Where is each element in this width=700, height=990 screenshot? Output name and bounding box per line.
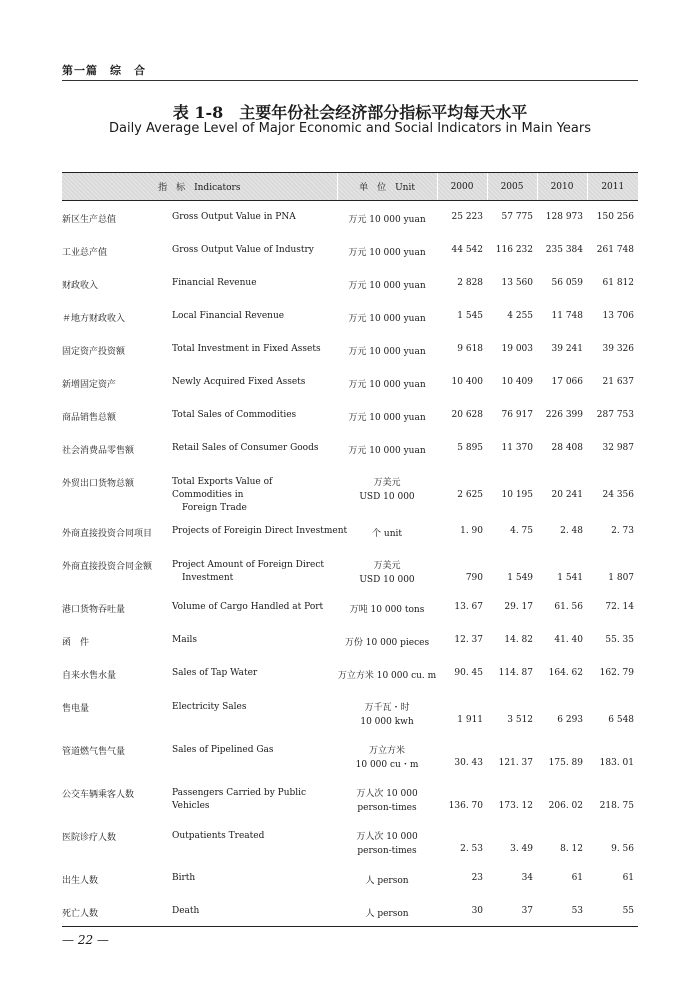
row-label-en: Sales of Tap Water (172, 667, 258, 678)
cell-value: 41. 40 (554, 634, 584, 645)
cell-value: 116 232 (495, 244, 534, 255)
row-label-en: Gross Output Value in PNA (172, 212, 296, 222)
cell-value: 39 326 (602, 343, 635, 354)
row-unit: 万吨 10 000 tons (349, 604, 425, 615)
table-row (62, 399, 638, 432)
row-unit: 人 person (365, 908, 409, 919)
row-label-en: Sales of Pipelined Gas (172, 744, 274, 755)
cell-value: 61 (622, 872, 635, 883)
cell-value: 19 003 (501, 343, 534, 354)
cell-value: 2 625 (457, 489, 484, 500)
cell-value: 206. 02 (548, 800, 584, 811)
table-row (62, 234, 638, 267)
header-year: 2011 (587, 173, 638, 201)
footer-rule (62, 926, 638, 927)
cell-value: 150 256 (596, 212, 635, 222)
cell-value: 2 828 (457, 277, 484, 288)
cell-value: 61 812 (602, 277, 635, 288)
row-unit-line: 万立方米 (369, 745, 406, 756)
row-label-en: Newly Acquired Fixed Assets (172, 376, 306, 387)
table-row (62, 624, 638, 657)
cell-value: 72. 14 (605, 601, 635, 612)
row-unit-line: 万美元 (373, 560, 401, 571)
row-label-en: Projects of Foreigin Direct Investment (172, 525, 348, 536)
cell-value: 13. 67 (454, 601, 484, 612)
cell-value: 6 293 (557, 714, 584, 725)
row-label-en: Retail Sales of Consumer Goods (172, 442, 319, 453)
row-label-cn: 新增固定资产 (62, 379, 117, 390)
cell-value: 10 409 (501, 376, 534, 387)
table-row (62, 300, 638, 333)
cell-value: 11 748 (551, 310, 584, 321)
row-unit-line: 万美元 (373, 477, 401, 488)
cell-value: 25 223 (451, 212, 484, 222)
row-unit-line: 万千瓦・时 (364, 702, 410, 713)
cell-value: 136. 70 (448, 800, 484, 811)
cell-value: 30. 43 (454, 757, 484, 768)
row-unit: 万元 10 000 yuan (348, 247, 426, 258)
row-label-cn: 死亡人数 (62, 908, 99, 919)
cell-value: 261 748 (596, 244, 635, 255)
row-label-cn: 港口货物吞吐量 (62, 604, 126, 615)
header-rule (62, 80, 638, 81)
cell-value: 114. 87 (498, 667, 534, 678)
table-header-row (62, 173, 638, 201)
header-unit: 单 位 Unit (337, 173, 437, 201)
row-label-cn: 外商直接投资合同金额 (62, 561, 153, 572)
row-label-cn: 自来水售水量 (62, 670, 117, 681)
row-label-en-line: Total Exports Value of Commodities in (172, 476, 273, 500)
cell-value: 218. 75 (599, 800, 635, 811)
row-unit: 人 person (365, 875, 409, 886)
cell-value: 175. 89 (548, 757, 584, 768)
header-year: 2000 (437, 173, 487, 201)
row-unit-line: USD 10 000 (359, 574, 415, 585)
row-unit: 万元 10 000 yuan (348, 346, 426, 357)
row-unit-line: 万人次 10 000 (356, 831, 418, 842)
cell-value: 121. 37 (498, 757, 534, 768)
row-label-en: Volume of Cargo Handled at Port (172, 601, 324, 612)
cell-value: 53 (571, 905, 584, 916)
indicators-table (62, 172, 638, 928)
row-label-en-line: Investment (182, 572, 234, 583)
row-unit: 万元 10 000 yuan (348, 215, 426, 225)
cell-value: 164. 62 (548, 667, 584, 678)
cell-value: 61. 56 (554, 601, 584, 612)
row-unit-line: 万人次 10 000 (356, 788, 418, 799)
row-label-cn: 工业总产值 (62, 247, 108, 258)
cell-value: 28 408 (551, 442, 584, 453)
cell-value: 2. 53 (460, 843, 484, 854)
row-unit (337, 548, 437, 591)
cell-value: 32 987 (602, 442, 635, 453)
row-label-cn: 财政收入 (62, 280, 99, 291)
cell-value: 23 (471, 872, 484, 883)
row-unit-line: 10 000 kwh (360, 716, 414, 727)
cell-value: 2. 73 (611, 525, 635, 536)
cell-value: 173. 12 (498, 800, 534, 811)
table-row (62, 548, 638, 591)
row-unit-line: USD 10 000 (359, 491, 415, 502)
cell-value: 287 753 (596, 409, 635, 420)
row-unit: 万元 10 000 yuan (348, 313, 426, 324)
cell-value: 5 895 (457, 442, 484, 453)
row-unit (337, 465, 437, 515)
cell-value: 790 (465, 572, 484, 583)
cell-value: 1 911 (457, 714, 484, 725)
row-label-en: Mails (172, 634, 197, 645)
cell-value: 6 548 (608, 714, 635, 725)
cell-value: 39 241 (551, 343, 584, 354)
row-label-cn: 外商直接投资合同项目 (62, 528, 153, 539)
cell-value: 24 356 (602, 489, 635, 500)
cell-value: 235 384 (545, 244, 584, 255)
row-label-cn: 固定资产投资额 (62, 346, 126, 357)
cell-value: 11 370 (501, 442, 534, 453)
cell-value: 34 (521, 872, 534, 883)
row-unit: 万元 10 000 yuan (348, 445, 426, 456)
cell-value: 76 917 (501, 409, 534, 420)
cell-value: 17 066 (551, 376, 584, 387)
row-unit (337, 819, 437, 862)
row-label-cn: 管道燃气售气量 (62, 746, 126, 757)
cell-value: 56 059 (551, 277, 584, 288)
row-label-cn: 医院诊疗人数 (62, 832, 117, 843)
table-row (62, 819, 638, 862)
page-number: — 22 — (62, 933, 109, 947)
cell-value: 9. 56 (611, 843, 635, 854)
table-row (62, 201, 638, 234)
cell-value: 57 775 (501, 212, 534, 222)
row-label-en: Birth (172, 872, 196, 883)
row-label-cn: 新区生产总值 (62, 215, 117, 225)
cell-value: 13 706 (602, 310, 635, 321)
table-row (62, 733, 638, 776)
cell-value: 20 241 (551, 489, 584, 500)
cell-value: 1 541 (557, 572, 584, 583)
table-title-cn: 表 1-8 主要年份社会经济部分指标平均每天水平 (172, 103, 528, 122)
cell-value: 12. 37 (454, 634, 484, 645)
header-year: 2005 (487, 173, 537, 201)
row-label-cn: 社会消费品零售额 (62, 445, 135, 456)
cell-value: 14. 82 (504, 634, 534, 645)
row-label-cn: 售电量 (62, 703, 90, 714)
cell-value: 20 628 (451, 409, 484, 420)
row-label-en (172, 465, 337, 515)
row-unit-line: person-times (357, 802, 417, 813)
cell-value: 1. 90 (460, 525, 484, 536)
cell-value: 1 549 (507, 572, 534, 583)
table-row (62, 366, 638, 399)
row-label-cn: 外贸出口货物总额 (62, 478, 135, 489)
row-label-en: Passengers Carried by Public Vehicles (172, 787, 307, 811)
row-label-en: Outpatients Treated (172, 830, 265, 841)
cell-value: 1 545 (457, 310, 484, 321)
table-row (62, 432, 638, 465)
row-unit (337, 733, 437, 776)
cell-value: 2. 48 (560, 525, 584, 536)
table-row (62, 895, 638, 928)
cell-value: 226 399 (545, 409, 584, 420)
header-indicators: 指 标 Indicators (62, 173, 337, 201)
row-unit: 万元 10 000 yuan (348, 280, 426, 291)
row-label-en: Local Financial Revenue (172, 310, 285, 321)
table-row (62, 333, 638, 366)
row-label-cn: 公交车辆乘客人数 (62, 789, 135, 800)
table-row (62, 862, 638, 895)
cell-value: 9 618 (457, 343, 484, 354)
row-unit: 万元 10 000 yuan (348, 412, 426, 423)
row-unit-line: 10 000 cu・m (355, 759, 419, 770)
cell-value: 55 (622, 905, 635, 916)
row-unit: 万立方米 10 000 cu. m (337, 670, 437, 681)
row-unit (337, 690, 437, 733)
cell-value: 29. 17 (504, 601, 534, 612)
table-row (62, 515, 638, 548)
row-label-en (172, 548, 337, 591)
table-row (62, 465, 638, 515)
cell-value: 3. 49 (510, 843, 534, 854)
row-label-en: Financial Revenue (172, 277, 257, 288)
header-year: 2010 (537, 173, 587, 201)
cell-value: 37 (521, 905, 534, 916)
table-row (62, 591, 638, 624)
row-label-en: Total Investment in Fixed Assets (172, 343, 321, 354)
row-unit: 万份 10 000 pieces (344, 637, 430, 648)
running-head: 第一篇 综 合 (62, 64, 146, 77)
cell-value: 162. 79 (599, 667, 635, 678)
row-label-cn: 出生人数 (62, 875, 99, 886)
table-row (62, 690, 638, 733)
table-row (62, 267, 638, 300)
table-title-en: Daily Average Level of Major Economic and Social Indicators in Main Years (108, 121, 591, 136)
cell-value: 44 542 (451, 244, 484, 255)
cell-value: 4. 75 (510, 525, 534, 536)
cell-value: 55. 35 (605, 634, 635, 645)
row-label-cn: 函 件 (62, 637, 90, 648)
cell-value: 128 973 (545, 212, 584, 222)
cell-value: 30 (471, 905, 484, 916)
cell-value: 3 512 (507, 714, 534, 725)
row-unit: 万元 10 000 yuan (348, 379, 426, 390)
cell-value: 90. 45 (454, 667, 484, 678)
cell-value: 4 255 (507, 310, 534, 321)
row-label-en-line: Project Amount of Foreign Direct (172, 559, 325, 570)
row-unit (337, 776, 437, 819)
row-label-en: Total Sales of Commodities (172, 409, 297, 420)
row-label-cn: 商品销售总额 (62, 412, 117, 423)
row-label-en-line: Foreign Trade (182, 502, 247, 513)
cell-value: 10 400 (451, 376, 484, 387)
row-unit: 个 unit (372, 528, 402, 539)
cell-value: 21 637 (602, 376, 635, 387)
table-row (62, 776, 638, 819)
cell-value: 61 (571, 872, 584, 883)
cell-value: 1 807 (608, 572, 635, 583)
row-label-en: Death (172, 905, 200, 916)
cell-value: 183. 01 (599, 757, 635, 768)
cell-value: 8. 12 (560, 843, 584, 854)
table-row (62, 657, 638, 690)
cell-value: 13 560 (501, 277, 534, 288)
row-label-cn: ＃地方财政收入 (62, 313, 126, 324)
row-unit-line: person-times (357, 845, 417, 856)
cell-value: 10 195 (501, 489, 534, 500)
row-label-en: Gross Output Value of Industry (172, 244, 314, 255)
row-label-en: Electricity Sales (172, 701, 247, 712)
